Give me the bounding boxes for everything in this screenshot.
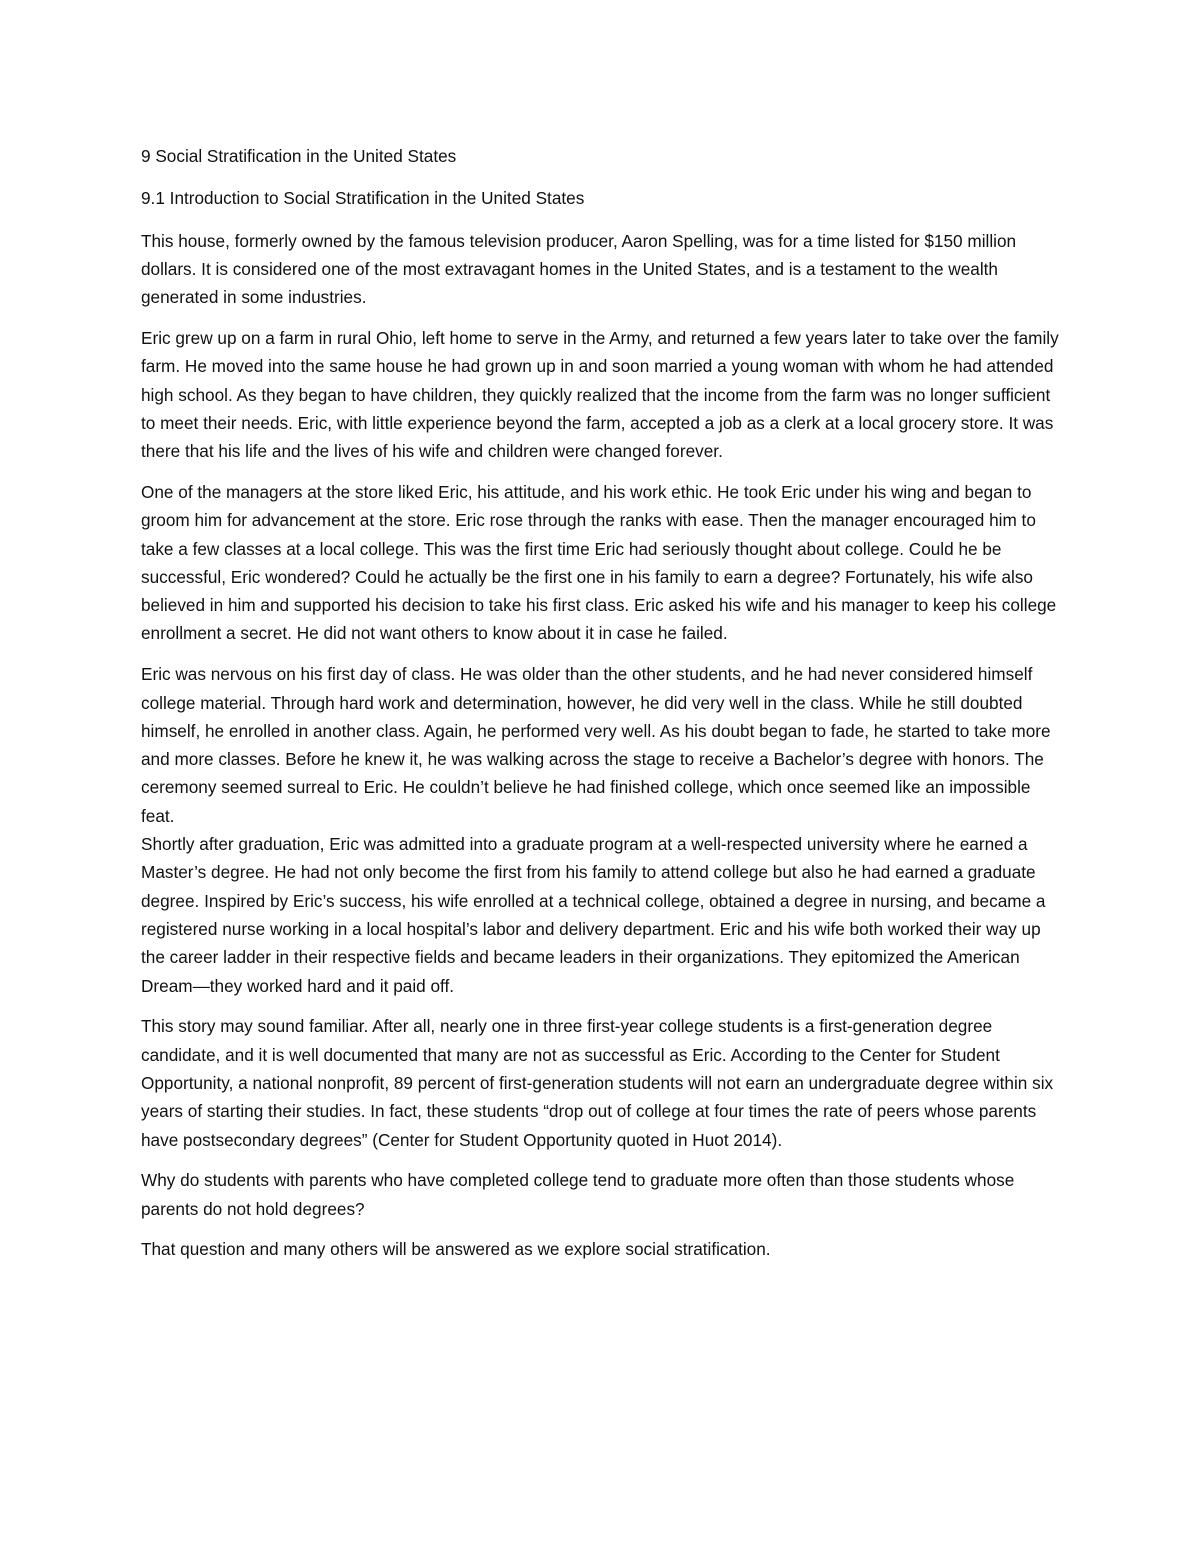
paragraph-closing: That question and many others will be answered as we explore social stratification.: [141, 1239, 771, 1260]
paragraph-graduation: Shortly after graduation, Eric was admitted into a graduate program at a well-respected university where he earned a Master’s degree. He had not only become the first from his family to attend college but also he had earned a graduate degree. Inspired by Eric’s success, his wife enrolled at a technical college, obtained a degree in nursing, and became a registered nurse working in a local hospital’s labor and delivery department. Eric and his wife both worked their way up the career ladder in their respective fields and became leaders in their organizations. They epitomized the American Dream—they worked hard and it paid off.: [141, 834, 1046, 996]
paragraph-first-class: Eric was nervous on his first day of class. He was older than the other students, and he had never considered himself college material. Through hard work and determination, however, he did very well in the class. While he still doubted himself, he enrolled in another class. Again, he performed very well. As his doubt began to fade, he started to take more and more classes. Before he knew it, he was walking across the stage to receive a Bachelor’s degree with honors. The ceremony seemed surreal to Eric. He couldn’t believe he had finished college, which once seemed like an impossible feat.: [141, 664, 1051, 826]
section-title: 9.1 Introduction to Social Stratification in the United States: [141, 188, 585, 209]
paragraph-manager: One of the managers at the store liked Eric, his attitude, and his work ethic. He took Eric under his wing and began to groom him for advancement at the store. Eric rose through the ranks with ease. Then the manager encouraged him to take a few classes at a local college. This was the first time Eric had seriously thought about college. Could he be successful, Eric wondered? Could he actually be the first one in his family to earn a degree? Fortunately, his wife also believed in him and supported his decision to take his first class. Eric asked his wife and his manager to keep his college enrollment a secret. He did not want others to know about it in case he failed.: [141, 481, 1057, 644]
document-body: [141, 142, 1061, 1276]
paragraph-eric-farm: Eric grew up on a farm in rural Ohio, left home to serve in the Army, and returned a few years later to take over the family farm. He moved into the same house he had grown up in and soon married a young woman with whom he had attended high school. As they began to have children, they quickly realized that the income from the farm was no longer sufficient to meet their needs. Eric, with little experience beyond the farm, accepted a job as a clerk at a local grocery store. It was there that his life and the lives of his wife and children were changed forever.: [141, 327, 1059, 462]
chapter-title: 9 Social Stratification in the United States: [141, 146, 457, 166]
paragraph-question: Why do students with parents who have completed college tend to graduate more often than those students whose parents do not hold degrees?: [141, 1170, 1015, 1219]
paragraph-house: This house, formerly owned by the famous television producer, Aaron Spelling, was for a time listed for $150 million dollars. It is considered one of the most extravagant homes in the United States, and is a testament to the wealth generated in some industries.: [141, 230, 1017, 308]
paragraph-first-generation: This story may sound familiar. After all, nearly one in three first-year college students is a first-generation degree candidate, and it is well documented that many are not as successful as Eric. According to the Center for Student Opportunity, a national nonprofit, 89 percent of first-generation students will not earn an undergraduate degree within six years of starting their studies. In fact, these students “drop out of college at four times the rate of peers whose parents have postsecondary degrees” (Center for Student Opportunity quoted in Huot 2014).: [141, 1016, 1054, 1150]
